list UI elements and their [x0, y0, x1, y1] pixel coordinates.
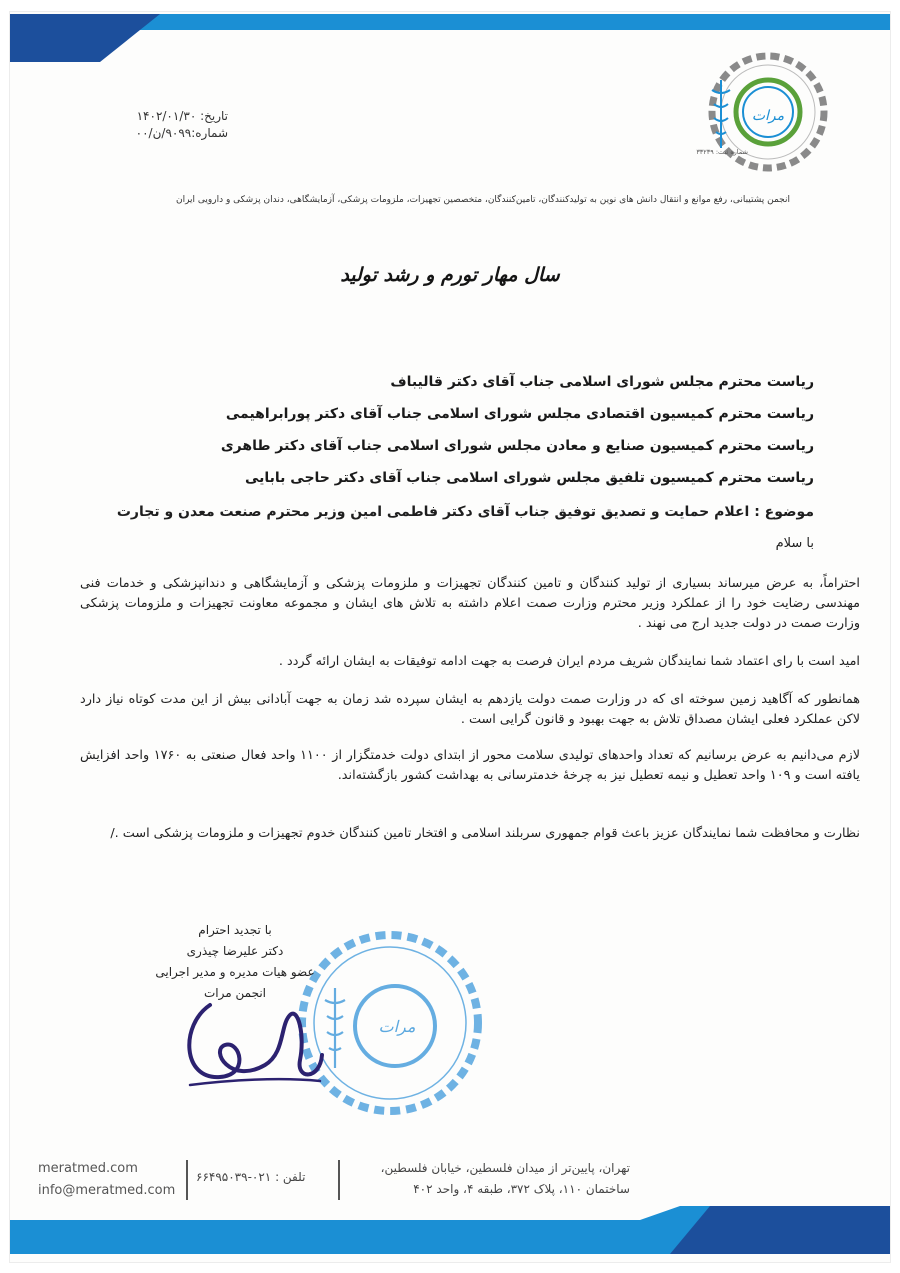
signatory-title: عضو هیات مدیره و مدیر اجرایی	[155, 965, 315, 979]
addressee-list	[94, 366, 814, 494]
signatory-name: دکتر علیرضا چیذری	[186, 944, 284, 958]
association-logo	[628, 52, 838, 172]
year-slogan: سال مهار تورم و رشد تولید	[340, 264, 560, 286]
signatory-org: انجمن مرات	[204, 986, 266, 1000]
footer-phone: تلفن : ۰۲۱-۶۶۴۹۵۰۳۹	[196, 1170, 306, 1184]
closing-line: با تجدید احترام	[198, 923, 272, 937]
svg-text:مرات: مرات	[378, 1017, 416, 1036]
footer-contact-web	[38, 1158, 175, 1202]
footer-divider	[186, 1160, 188, 1200]
body-paragraph: نظارت و محافظت شما نمایندگان عزیز باعث قوام جمهوری سربلند اسلامی و افتخار تامین کنندگان خدوم تجهیزات و ملزومات پزشکی است ./	[110, 826, 860, 841]
body-paragraph: لازم می‌دانیم به عرض برسانیم که تعداد واحدهای تولیدی سلامت محور از ابتدای دولت خدمتگزار از ۱۱۰۰ واحد فعال صنعتی به ۱۷۶۰ واحد افزایش یافته است و ۱۰۹ واحد تعطیل و نیمه تعطیل نیز به چرخهٔ خدمترسانی به بهداشت کشور بازگشته‌اند.	[80, 748, 860, 783]
letter-meta	[88, 108, 228, 142]
footer-divider	[338, 1160, 340, 1200]
svg-text:مرات: مرات	[751, 108, 785, 124]
body-paragraph: همانطور که آگاهید زمین سوخته ای که در وزارت صمت دولت یازدهم به ایشان سپرده شد زمان به جهت آبادانی بیش از این مدت کوتاه نیاز دارد لاکن عملکرد فعلی ایشان مصداق تلاش به جهت بهبود و قانون گرایی است .	[80, 692, 860, 727]
signoff-block	[150, 920, 320, 1004]
footer-band	[10, 1206, 890, 1254]
addressee-line: ریاست محترم کمیسیون تلفیق مجلس شورای اسلامی جناب آقای دکتر حاجی بابایی	[244, 470, 814, 486]
footer-address	[348, 1158, 630, 1200]
addressee-line: ریاست محترم کمیسیون صنایع و معادن مجلس شورای اسلامی جناب آقای دکتر طاهری	[220, 438, 814, 454]
logo-registration: شماره ثبت: ۳۳۲۳۹	[696, 148, 748, 156]
footer-address-line: ساختمان ۱۱۰، پلاک ۳۷۲، طبقه ۴، واحد ۴۰۲	[413, 1182, 630, 1196]
footer-email: info@meratmed.com	[38, 1183, 176, 1198]
letter-date: تاریخ: ۱۴۰۲/۰۱/۳۰	[136, 109, 228, 123]
addressee-line: ریاست محترم مجلس شورای اسلامی جناب آقای دکتر قالیباف	[390, 374, 814, 390]
footer-website: meratmed.com	[38, 1161, 138, 1176]
salutation: با سلام	[775, 536, 814, 551]
body-paragraph: امید است با رای اعتماد شما نمایندگان شریف مردم ایران فرصت به جهت ادامه توفیقات به ایشان ارائه گردد .	[278, 654, 860, 669]
addressee-line: ریاست محترم کمیسیون اقتصادی مجلس شورای اسلامی جناب آقای دکتر پورابراهیمی	[225, 406, 814, 422]
letter-subject: موضوع : اعلام حمایت و تصدیق توفیق جناب آقای دکتر فاطمی امین وزیر محترم صنعت معدن و تجارت	[116, 504, 814, 520]
association-description: انجمن پشتیبانی، رفع موانع و انتقال دانش های نوین به تولیدکنندگان، تامین‌کنندگان، متخصصین تجهیزات، ملزومات پزشکی، آزمایشگاهی، دندان پزشکی و دارویی ایران	[175, 195, 790, 205]
body-paragraph: احتراماً، به عرض میرساند بسیاری از تولید کنندگان و تامین کنندگان تجهیزات و ملزومات پزشکی و آزمایشگاهی و دندانپزشکی و خدمات فنی مهندسی رضایت خود را از عملکرد وزیر محترم وزارت صمت اعلام داشته به تلاش های ایشان و مجموعه معاونت تجهیزات و ملزومات پزشکی وزارت صمت در دولت جدید ارج می نهند .	[80, 576, 860, 631]
letter-number: شماره:۹۰۹۹/ن/۰۰	[135, 126, 228, 140]
footer-address-line: تهران، پایین‌تر از میدان فلسطین، خیابان فلسطین،	[380, 1161, 630, 1175]
